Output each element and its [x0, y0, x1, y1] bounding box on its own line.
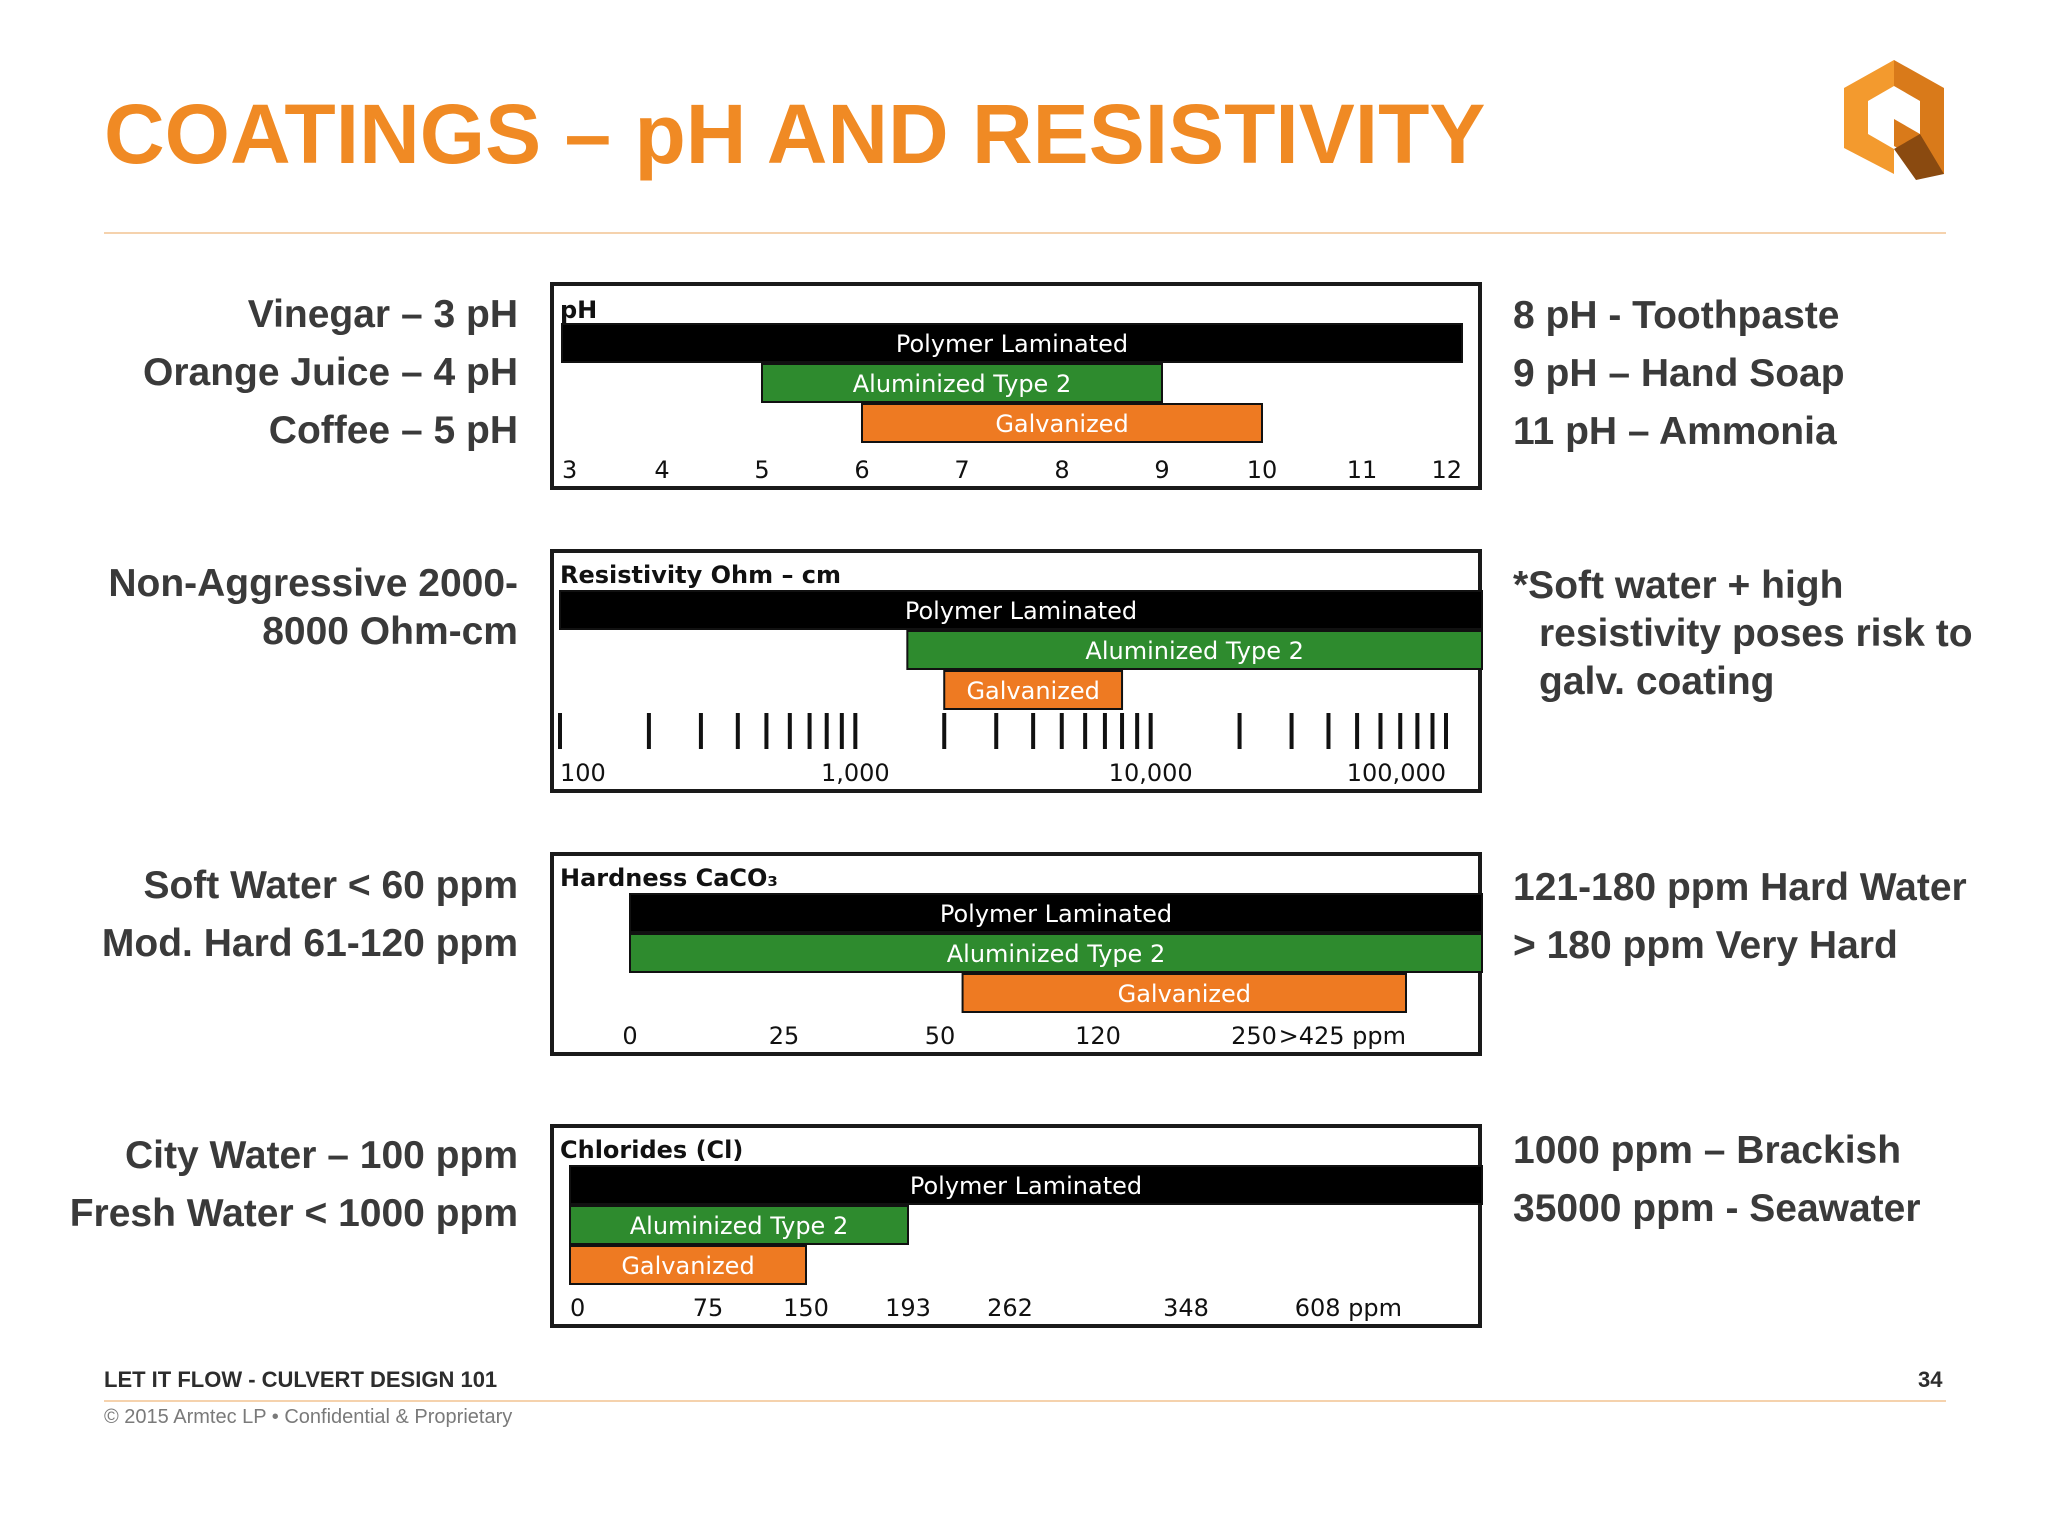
armtec-cube-logo-icon — [1838, 56, 1950, 180]
chlorides-chart — [550, 1124, 1484, 1330]
tick-label: 6 — [854, 456, 870, 484]
tick-label: 4 — [654, 456, 670, 484]
tick-label: 608 ppm — [1294, 1294, 1402, 1322]
chlorides-right-notes: 1000 ppm – Brackish 35000 ppm - Seawater — [1513, 1129, 1921, 1230]
bar-label-polymer-laminated: Polymer Laminated — [909, 1172, 1143, 1200]
bar-label-polymer-laminated: Polymer Laminated — [904, 597, 1138, 625]
resistivity-left-notes: Non-Aggressive 2000- 8000 Ohm-cm — [108, 562, 518, 653]
tick-label: 50 — [924, 1022, 956, 1050]
tick-label: 100 — [560, 759, 606, 787]
header-divider — [104, 232, 1946, 234]
chlorides-chart-panel — [550, 1124, 1484, 1330]
bar-label-galvanized: Galvanized — [966, 677, 1100, 705]
footer-title: LET IT FLOW - CULVERT DESIGN 101 — [104, 1367, 498, 1392]
hardness-chart — [550, 852, 1484, 1058]
tick-label: 193 — [885, 1294, 931, 1322]
copyright: © 2015 Armtec LP • Confidential & Proprietary — [104, 1406, 513, 1428]
tick-label: 8 — [1054, 456, 1070, 484]
tick-label: 100,000 — [1346, 759, 1446, 787]
tick-label: 1,000 — [820, 759, 890, 787]
tick-label: 10,000 — [1108, 759, 1193, 787]
tick-label: 25 — [768, 1022, 800, 1050]
chlorides-left-notes: City Water – 100 ppm Fresh Water < 1000 ppm — [69, 1134, 518, 1235]
tick-label: 0 — [622, 1022, 638, 1050]
bar-label-galvanized: Galvanized — [995, 410, 1129, 438]
tick-label: 120 — [1075, 1022, 1121, 1050]
ph-left-notes: Vinegar – 3 pH Orange Juice – 4 pH Coffee – 5 pH — [143, 293, 518, 452]
page-number: 34 — [1918, 1367, 1943, 1392]
ph-chart — [550, 282, 1484, 492]
tick-label: 7 — [954, 456, 970, 484]
resistivity-chart — [550, 549, 1484, 795]
hardness-right-notes: 121-180 ppm Hard Water > 180 ppm Very Hard — [1513, 866, 1967, 967]
hardness-chart-panel — [550, 852, 1484, 1058]
bar-label-aluminized-type-2: Aluminized Type 2 — [1085, 637, 1304, 665]
bar-label-aluminized-type-2: Aluminized Type 2 — [946, 940, 1166, 968]
tick-label: 150 — [783, 1294, 829, 1322]
bar-label-polymer-laminated: Polymer Laminated — [939, 900, 1173, 928]
chart-title: Chlorides (Cl) — [560, 1136, 744, 1164]
bar-label-galvanized: Galvanized — [1117, 980, 1251, 1008]
tick-label: 250 — [1231, 1022, 1277, 1050]
tick-label: 11 — [1346, 456, 1378, 484]
bar-label-aluminized-type-2: Aluminized Type 2 — [629, 1212, 849, 1240]
tick-label: 12 — [1431, 456, 1462, 484]
hardness-left-notes: Soft Water < 60 ppm Mod. Hard 61-120 ppm — [101, 864, 518, 965]
tick-label: 75 — [692, 1294, 724, 1322]
chart-title: Resistivity Ohm – cm — [560, 561, 842, 589]
tick-label: 10 — [1246, 456, 1278, 484]
tick-label: 9 — [1154, 456, 1170, 484]
page-title: COATINGS – pH AND RESISTIVITY — [104, 87, 1486, 181]
tick-label: >425 ppm — [1278, 1022, 1406, 1050]
bar-label-polymer-laminated: Polymer Laminated — [895, 330, 1129, 358]
tick-label: 348 — [1163, 1294, 1209, 1322]
tick-label: 5 — [754, 456, 770, 484]
tick-label: 262 — [987, 1294, 1033, 1322]
ph-right-notes: 8 pH - Toothpaste 9 pH – Hand Soap 11 pH – Ammonia — [1513, 294, 1845, 453]
footer-divider — [104, 1400, 1946, 1402]
tick-label: 3 — [562, 456, 578, 484]
chart-title: Hardness CaCO₃ — [560, 864, 778, 892]
tick-label: 0 — [570, 1294, 586, 1322]
bar-label-aluminized-type-2: Aluminized Type 2 — [852, 370, 1072, 398]
resistivity-right-notes: *Soft water + high resistivity poses risk to galv. coating — [1513, 564, 1973, 703]
ph-chart-panel — [550, 282, 1484, 492]
chart-title: pH — [560, 296, 598, 324]
resistivity-chart-panel — [550, 549, 1484, 795]
bar-label-galvanized: Galvanized — [621, 1252, 755, 1280]
